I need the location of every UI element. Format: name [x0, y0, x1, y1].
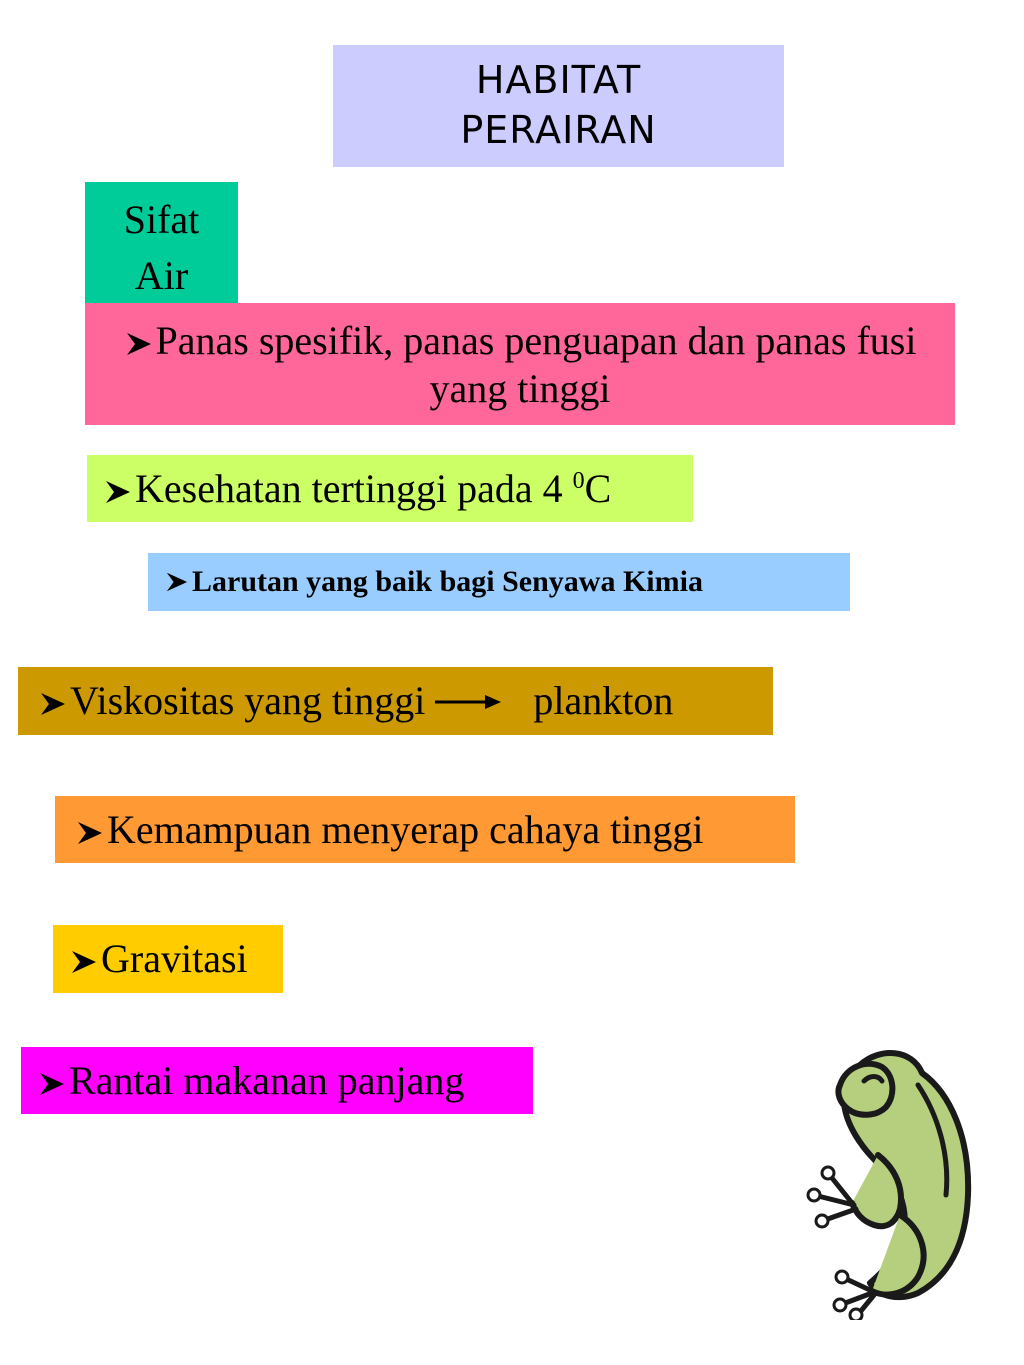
property-text: Gravitasi: [101, 936, 248, 981]
property-text: Rantai makanan panjang: [69, 1058, 465, 1103]
property-text: Larutan yang baik bagi Senyawa Kimia: [192, 565, 703, 598]
title-box: [333, 45, 784, 167]
property-text: Panas spesifik, panas penguapan dan panas fusi yang tinggi: [155, 318, 917, 411]
property-text: Kesehatan tertinggi pada 4: [135, 466, 573, 511]
property-box-density: [87, 455, 693, 522]
temperature-superscript: 0: [572, 468, 585, 494]
title-line-1: HABITAT: [475, 58, 642, 102]
right-arrow-icon: [435, 692, 503, 712]
property-box-viscosity: [18, 667, 773, 735]
property-box-gravity: [53, 925, 283, 993]
arrowhead-bullet-icon: [124, 331, 154, 357]
section-label-line-1: Sifat: [123, 197, 200, 242]
arrowhead-bullet-icon: [75, 820, 105, 846]
temperature-unit: C: [584, 466, 612, 511]
arrowhead-bullet-icon: [103, 479, 133, 505]
property-text: Viskositas yang tinggi: [70, 678, 426, 723]
property-box-food-chain: [21, 1047, 533, 1114]
arrowhead-bullet-icon: [69, 949, 99, 975]
section-label-box: [85, 182, 238, 304]
property-box-light-absorption: [55, 796, 795, 863]
property-result-text: plankton: [533, 678, 674, 723]
property-box-specific-heat: [85, 303, 955, 425]
property-box-solvent: [148, 553, 850, 611]
frog-illustration: [800, 1045, 980, 1320]
section-label-line-2: Air: [134, 253, 189, 298]
property-text: Kemampuan menyerap cahaya tinggi: [107, 807, 704, 852]
arrowhead-bullet-icon: [38, 691, 68, 717]
arrowhead-bullet-icon: [37, 1071, 67, 1097]
arrowhead-bullet-icon: [164, 571, 190, 593]
title-line-2: PERAIRAN: [460, 108, 657, 152]
